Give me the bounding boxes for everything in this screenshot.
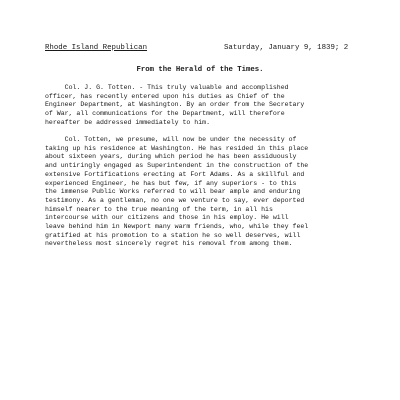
text-line: of War, all communications for the Department, will therefore [45, 110, 285, 118]
text-line: nevertheless most sincerely regret his removal from among them. [45, 240, 293, 248]
text-line: and untiringly engaged as Superintendent in the construction of the [45, 162, 309, 170]
text-line: leave behind him in Newport many warm friends, who, while they feel [45, 223, 309, 231]
publication-dateline: Saturday, January 9, 1839; 2 [224, 44, 349, 52]
article-paragraph-2 [45, 136, 360, 249]
text-line: testimony. As a gentleman, no one we venture to say, ever deported [45, 196, 305, 204]
text-line: hereafter be addressed immediately to him. [45, 118, 211, 126]
text-line: officer, has recently entered upon his duties as Chief of the [45, 92, 285, 100]
text-line: himself nearer to the true meaning of the term, in all his [45, 205, 273, 213]
text-line: experienced Engineer, he has but few, if any superiors - to this [45, 179, 297, 187]
newspaper-name: Rhode Island Republican [45, 44, 148, 52]
text-line: taking up his residence at Washington. He has resided in this place [45, 144, 309, 152]
text-line: the immense Public Works referred to will bear ample and enduring [45, 188, 301, 196]
text-line: gratified at his promotion to a station he so well deserves, will [45, 231, 301, 239]
article-paragraph-1 [45, 84, 360, 128]
text-line: intercourse with our citizens and those in his employ. He will [45, 214, 289, 222]
text-line: Col. J. G. Totten. - This truly valuable and accomplished [45, 84, 289, 91]
text-line: Col. Totten, we presume, will now be under the necessity of [45, 136, 297, 143]
text-line: extensive Fortifications erecting at Fort Adams. As a skillful and [45, 170, 305, 178]
text-line: Engineer Department, at Washington. By an order from the Secretary [45, 101, 305, 109]
text-line: about sixteen years, during which period he has been assiduously [45, 153, 297, 161]
article-heading: From the Herald of the Times. [136, 66, 264, 74]
